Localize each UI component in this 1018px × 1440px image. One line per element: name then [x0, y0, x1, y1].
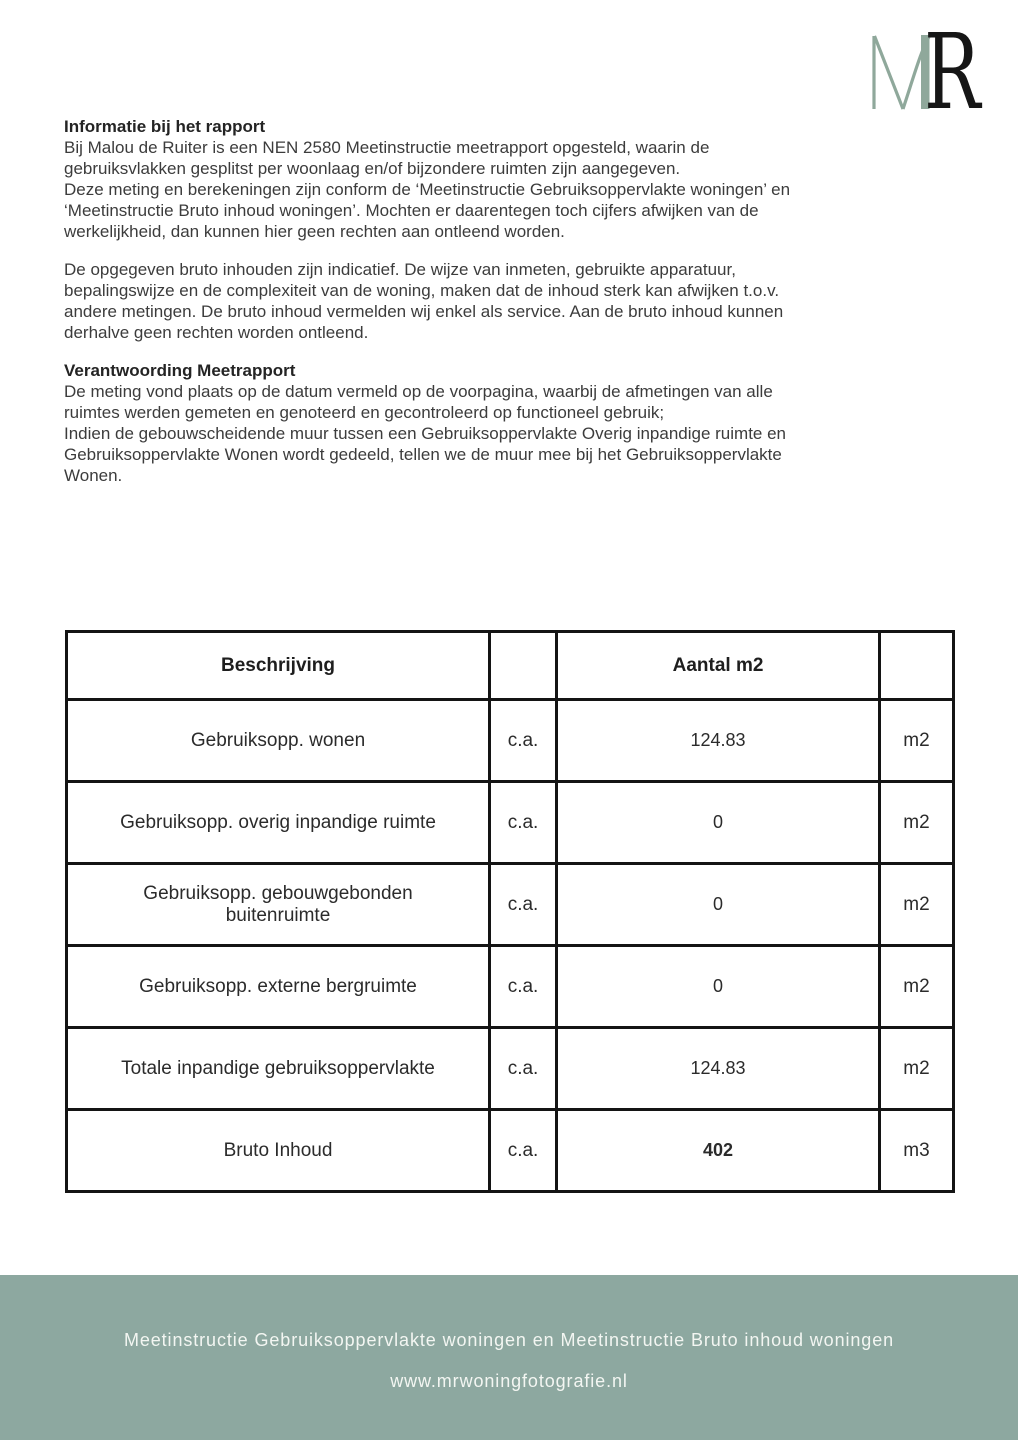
row-value: 0	[557, 864, 880, 946]
verantwoording-paragraph: De meting vond plaats op de datum vermeld op de voorpagina, waarbij de afmetingen van alle ruimtes werden gemeten en genoteerd en gecontroleerd op functioneel gebruik; Indien de gebouwscheidende muur tussen een Gebruiksoppervlakte Overig inpandige ruimte en Gebruiksoppervlakte Wonen wordt gedeeld, tellen we de muur mee bij het Gebruiksoppervlakte Wonen.	[64, 382, 787, 485]
logo-m-icon	[874, 35, 930, 109]
table-row	[67, 1028, 954, 1110]
row-value: 124.83	[557, 700, 880, 782]
info-paragraph-1: Bij Malou de Ruiter is een NEN 2580 Meetinstructie meetrapport opgesteld, waarin de gebruiksvlakken gesplitst per woonlaag en/of bijzondere ruimten zijn aangegeven. Deze meting en berekeningen zijn conform de ‘Meetinstructie Gebruiksoppervlakte woningen’ en ‘Meetinstructie Bruto inhoud woningen’. Mochten er daarentegen toch cijfers afwijken van de werkelijkheid, dan kunnen hier geen rechten aan ontleend worden.	[64, 138, 791, 241]
header-ca-empty	[490, 632, 557, 700]
header-unit-empty	[880, 632, 954, 700]
row-unit: m2	[880, 864, 954, 946]
row-label: Gebruiksopp. wonen	[67, 700, 490, 782]
row-ca: c.a.	[490, 1110, 557, 1192]
mr-logo-graphic	[866, 28, 988, 118]
report-body	[64, 116, 932, 486]
row-unit: m2	[880, 946, 954, 1028]
footer-band	[0, 1275, 1018, 1440]
mr-logo	[866, 28, 988, 118]
info-section-heading: Informatie bij het rapport	[64, 117, 266, 136]
row-ca: c.a.	[490, 700, 557, 782]
logo-r-glyph	[924, 28, 983, 118]
table-row	[67, 864, 954, 946]
row-label: Bruto Inhoud	[67, 1110, 490, 1192]
header-beschrijving: Beschrijving	[67, 632, 490, 700]
header-aantal-m2: Aantal m2	[557, 632, 880, 700]
row-unit: m2	[880, 700, 954, 782]
footer-website-text: www.mrwoningfotografie.nl	[390, 1371, 628, 1391]
row-unit: m3	[880, 1110, 954, 1192]
row-unit: m2	[880, 782, 954, 864]
row-ca: c.a.	[490, 1028, 557, 1110]
row-value: 0	[557, 782, 880, 864]
row-label: Gebruiksopp. overig inpandige ruimte	[67, 782, 490, 864]
row-label: Gebruiksopp. externe bergruimte	[67, 946, 490, 1028]
row-ca: c.a.	[490, 782, 557, 864]
verantwoording-section-heading: Verantwoording Meetrapport	[64, 361, 296, 380]
row-value: 124.83	[557, 1028, 880, 1110]
measurement-table	[65, 630, 955, 1193]
svg-text:R: R	[924, 28, 981, 118]
row-value: 402	[557, 1110, 880, 1192]
row-ca: c.a.	[490, 864, 557, 946]
row-value: 0	[557, 946, 880, 1028]
row-ca: c.a.	[490, 946, 557, 1028]
info-paragraph-2: De opgegeven bruto inhouden zijn indicatief. De wijze van inmeten, gebruikte apparatuur, bepalingswijze en de complexiteit van de woning, maken dat de inhoud sterk kan afwijken t.o.v. andere metingen. De bruto inhoud vermelden wij enkel als service. Aan de bruto inhoud kunnen derhalve geen rechten worden ontleend.	[64, 260, 784, 342]
table-header-row	[67, 632, 954, 700]
row-label: Gebruiksopp. gebouwgebonden buitenruimte	[67, 864, 490, 946]
table-row	[67, 1110, 954, 1192]
table-row	[67, 946, 954, 1028]
row-unit: m2	[880, 1028, 954, 1110]
table-row	[67, 782, 954, 864]
table-row	[67, 700, 954, 782]
footer-meetinstructie-text: Meetinstructie Gebruiksoppervlakte woningen en Meetinstructie Bruto inhoud woningen	[123, 1330, 895, 1350]
row-label: Totale inpandige gebruiksoppervlakte	[67, 1028, 490, 1110]
